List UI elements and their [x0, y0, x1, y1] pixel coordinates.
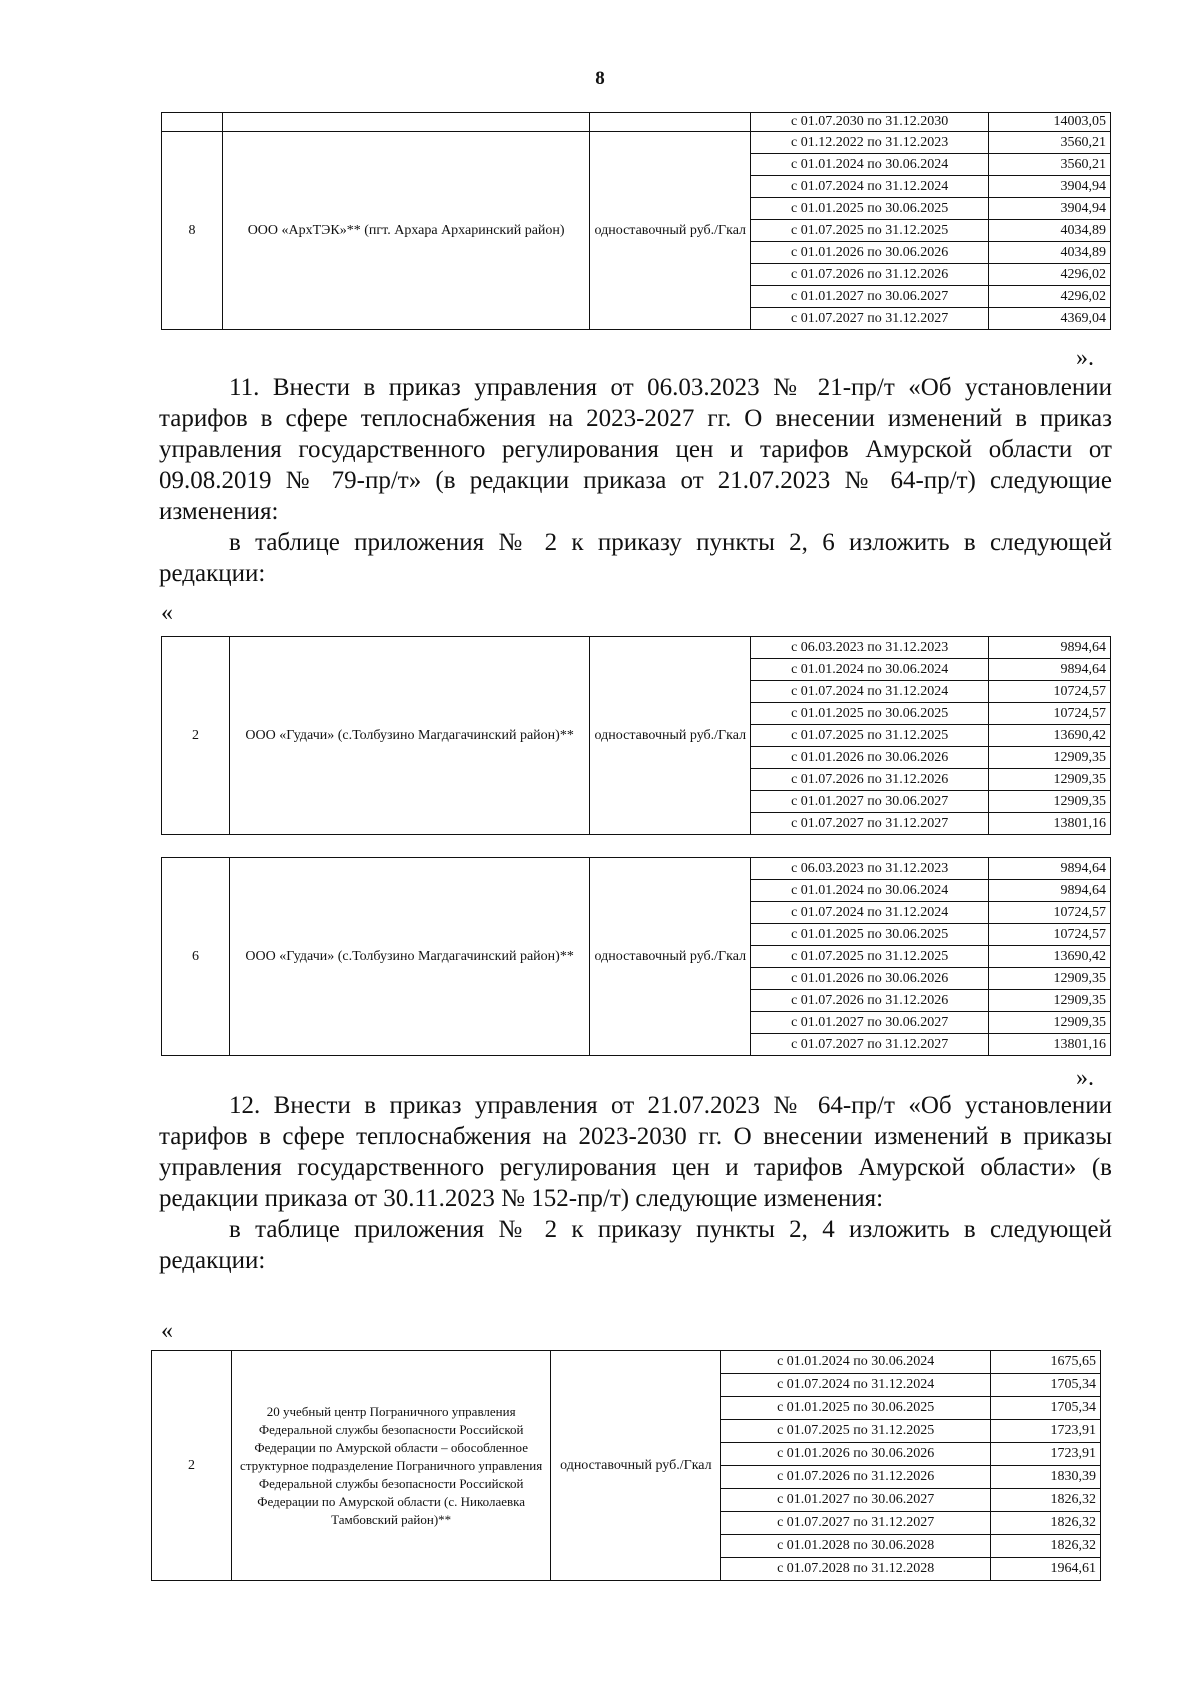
- table-row: [152, 1351, 1101, 1374]
- value-cell: 12909,35: [989, 1012, 1111, 1034]
- period-cell: с 01.07.2026 по 31.12.2026: [751, 769, 989, 791]
- item-number-cell: 8: [162, 132, 223, 330]
- value-cell: 12909,35: [989, 990, 1111, 1012]
- tariff-table-arhtek: [161, 112, 1111, 330]
- value-cell: 4034,89: [989, 242, 1111, 264]
- value-cell: 9894,64: [989, 880, 1111, 902]
- value-cell: 10724,57: [989, 902, 1111, 924]
- period-cell: с 01.07.2024 по 31.12.2024: [751, 176, 989, 198]
- value-cell: 12909,35: [989, 747, 1111, 769]
- period-cell: с 01.01.2027 по 30.06.2027: [751, 791, 989, 813]
- period-cell: с 01.07.2026 по 31.12.2026: [721, 1466, 991, 1489]
- period-cell: с 01.07.2027 по 31.12.2027: [751, 813, 989, 835]
- period-cell: с 01.07.2026 по 31.12.2026: [751, 264, 989, 286]
- organization-cell: ООО «АрхТЭК»** (пгт. Архара Архаринский район): [222, 132, 589, 330]
- period-cell: с 01.01.2026 по 30.06.2026: [751, 747, 989, 769]
- paragraph-text: Внести в приказ управления от 06.03.2023 № 21-пр/т «Об установлении тарифов в сфере теплоснабжения на 2023-2027 гг. О внесении изменений в приказ управления государственного регулирования цен и тарифов Амурской области от 09.08.2019 № 79-пр/т» (в редакции приказа от 21.07.2023 № 64-пр/т) следующие изменения:: [159, 374, 1112, 525]
- closing-quote: ».: [1076, 1065, 1094, 1091]
- period-cell: с 01.07.2025 по 31.12.2025: [751, 946, 989, 968]
- value-cell: 13690,42: [989, 725, 1111, 747]
- period-cell: с 01.12.2022 по 31.12.2023: [751, 132, 989, 154]
- value-cell: 4369,04: [989, 308, 1111, 330]
- value-cell: 1723,91: [991, 1443, 1101, 1466]
- page-number: 8: [595, 68, 605, 89]
- value-cell: 4296,02: [989, 264, 1111, 286]
- empty-cell: [222, 113, 589, 132]
- value-cell: 3904,94: [989, 198, 1111, 220]
- table-row: [162, 132, 1111, 154]
- value-cell: 1826,32: [991, 1535, 1101, 1558]
- period-cell: с 01.07.2028 по 31.12.2028: [721, 1558, 991, 1581]
- period-cell: с 01.07.2027 по 31.12.2027: [751, 308, 989, 330]
- value-cell: 1826,32: [991, 1512, 1101, 1535]
- tariff-table-gudachi-6: [161, 857, 1111, 1056]
- paragraph-text: Внести в приказ управления от 21.07.2023 № 64-пр/т «Об установлении тарифов в сфере теплоснабжения на 2023-2030 гг. О внесении изменений в приказы управления государственного регулирования цен и тарифов Амурской области» (в редакции приказа от 30.11.2023 № 152-пр/т) следующие изменения:: [159, 1092, 1112, 1212]
- period-cell: с 01.01.2024 по 30.06.2024: [751, 154, 989, 176]
- period-cell: с 01.01.2024 по 30.06.2024: [751, 659, 989, 681]
- period-cell: с 01.01.2024 по 30.06.2024: [721, 1351, 991, 1374]
- value-cell: 9894,64: [989, 858, 1111, 880]
- value-cell: 1705,34: [991, 1397, 1101, 1420]
- value-cell: 1675,65: [991, 1351, 1101, 1374]
- value-cell: 1830,39: [991, 1466, 1101, 1489]
- period-cell: с 01.01.2025 по 30.06.2025: [721, 1397, 991, 1420]
- value-cell: 3904,94: [989, 176, 1111, 198]
- value-cell: 1964,61: [991, 1558, 1101, 1581]
- period-cell: с 01.01.2027 по 30.06.2027: [751, 286, 989, 308]
- tariff-unit-cell: одноставочный руб./Гкал: [590, 858, 751, 1056]
- period-cell: с 06.03.2023 по 31.12.2023: [751, 858, 989, 880]
- period-cell: с 01.01.2026 по 30.06.2026: [721, 1443, 991, 1466]
- table-row: [162, 858, 1111, 880]
- value-cell: 14003,05: [989, 113, 1111, 132]
- organization-cell: 20 учебный центр Пограничного управления Федеральной службы безопасности Российской Федерации по Амурской области – обособленное структурное подразделение Пограничного управления Федеральной службы безопасности Российской Федерации по Амурской области (с. Николаевка Тамбовский район)**: [231, 1351, 551, 1581]
- paragraph-12: [159, 1090, 1112, 1276]
- period-cell: с 01.01.2028 по 30.06.2028: [721, 1535, 991, 1558]
- item-number-cell: 2: [162, 637, 230, 835]
- table-row: [162, 113, 1111, 132]
- period-cell: с 01.07.2027 по 31.12.2027: [721, 1512, 991, 1535]
- period-cell: с 01.01.2025 по 30.06.2025: [751, 703, 989, 725]
- value-cell: 9894,64: [989, 637, 1111, 659]
- value-cell: 4296,02: [989, 286, 1111, 308]
- value-cell: 1705,34: [991, 1374, 1101, 1397]
- paragraph-number: 11.: [229, 374, 260, 401]
- period-cell: с 01.07.2025 по 31.12.2025: [751, 220, 989, 242]
- value-cell: 10724,57: [989, 703, 1111, 725]
- value-cell: 10724,57: [989, 681, 1111, 703]
- organization-cell: ООО «Гудачи» (с.Толбузино Магдагачинский район)**: [229, 858, 589, 1056]
- period-cell: с 01.07.2027 по 31.12.2027: [751, 1034, 989, 1056]
- period-cell: с 01.07.2030 по 31.12.2030: [751, 113, 989, 132]
- period-cell: с 01.01.2027 по 30.06.2027: [721, 1489, 991, 1512]
- value-cell: 3560,21: [989, 132, 1111, 154]
- value-cell: 12909,35: [989, 769, 1111, 791]
- period-cell: с 01.01.2026 по 30.06.2026: [751, 968, 989, 990]
- paragraph-11: [159, 372, 1112, 589]
- value-cell: 4034,89: [989, 220, 1111, 242]
- value-cell: 1723,91: [991, 1420, 1101, 1443]
- opening-quote: «: [161, 1318, 173, 1344]
- organization-cell: ООО «Гудачи» (с.Толбузино Магдагачинский район)**: [229, 637, 589, 835]
- value-cell: 3560,21: [989, 154, 1111, 176]
- empty-cell: [590, 113, 751, 132]
- tariff-unit-cell: одноставочный руб./Гкал: [551, 1351, 721, 1581]
- period-cell: с 01.07.2025 по 31.12.2025: [721, 1420, 991, 1443]
- period-cell: с 01.01.2027 по 30.06.2027: [751, 1012, 989, 1034]
- closing-quote: ».: [1076, 345, 1094, 371]
- item-number-cell: 2: [152, 1351, 232, 1581]
- period-cell: с 01.07.2024 по 31.12.2024: [721, 1374, 991, 1397]
- period-cell: с 01.07.2024 по 31.12.2024: [751, 902, 989, 924]
- period-cell: с 01.01.2025 по 30.06.2025: [751, 198, 989, 220]
- value-cell: 10724,57: [989, 924, 1111, 946]
- period-cell: с 01.07.2025 по 31.12.2025: [751, 725, 989, 747]
- table-row: [162, 637, 1111, 659]
- value-cell: 13690,42: [989, 946, 1111, 968]
- period-cell: с 01.01.2024 по 30.06.2024: [751, 880, 989, 902]
- tariff-unit-cell: одноставочный руб./Гкал: [590, 132, 751, 330]
- tariff-unit-cell: одноставочный руб./Гкал: [590, 637, 751, 835]
- item-number-cell: 6: [162, 858, 230, 1056]
- period-cell: с 06.03.2023 по 31.12.2023: [751, 637, 989, 659]
- empty-cell: [162, 113, 223, 132]
- period-cell: с 01.07.2024 по 31.12.2024: [751, 681, 989, 703]
- opening-quote: «: [161, 600, 173, 626]
- period-cell: с 01.01.2025 по 30.06.2025: [751, 924, 989, 946]
- tariff-table-gudachi-2: [161, 636, 1111, 835]
- value-cell: 13801,16: [989, 813, 1111, 835]
- tariff-table-border-center: [151, 1350, 1101, 1581]
- paragraph-subtext: в таблице приложения № 2 к приказу пункты 2, 4 изложить в следующей редакции:: [159, 1216, 1112, 1274]
- value-cell: 1826,32: [991, 1489, 1101, 1512]
- value-cell: 12909,35: [989, 968, 1111, 990]
- value-cell: 9894,64: [989, 659, 1111, 681]
- period-cell: с 01.01.2026 по 30.06.2026: [751, 242, 989, 264]
- value-cell: 12909,35: [989, 791, 1111, 813]
- paragraph-subtext: в таблице приложения № 2 к приказу пункты 2, 6 изложить в следующей редакции:: [159, 529, 1112, 587]
- period-cell: с 01.07.2026 по 31.12.2026: [751, 990, 989, 1012]
- value-cell: 13801,16: [989, 1034, 1111, 1056]
- paragraph-number: 12.: [229, 1092, 261, 1119]
